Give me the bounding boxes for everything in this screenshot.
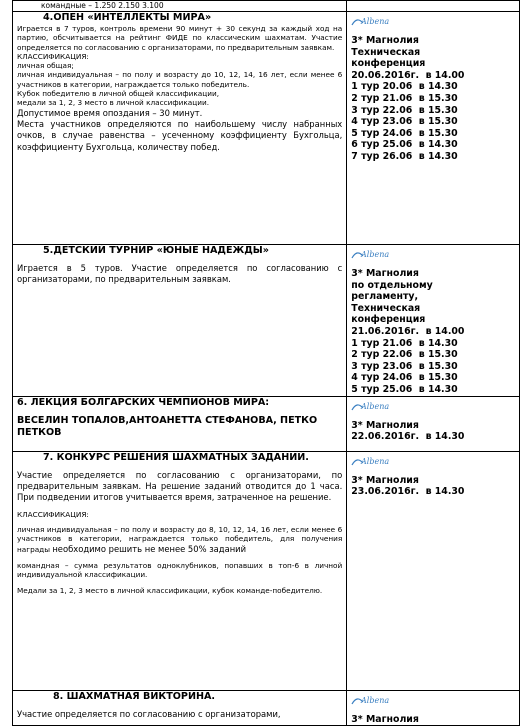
section4-late-time: Допустимое время опоздания – 30 минут. — [17, 107, 203, 118]
section5-schedule-list — [351, 268, 515, 396]
program-table — [12, 0, 520, 726]
section4-cup: Кубок победителю в личной общей классификации, — [17, 89, 220, 99]
section4-rules: Играется в 7 туров, контроль времени 90 минут + 30 секунд за каждый ход на партию, обсчитывается на рейтинг ФИДЕ по классическим шахматам. Участие определяется по согласованию с организаторами, по предварительным заявкам. — [17, 24, 343, 52]
schedule-line: 5 тур 24.06 в 15.30 — [351, 127, 458, 139]
svg-text:Albena: Albena — [361, 401, 390, 411]
albena-logo — [351, 245, 515, 264]
schedule-line: 1 тур 20.06 в 14.30 — [351, 81, 458, 93]
team-scores-line: командные – 1.250 2.150 3.100 — [41, 1, 164, 10]
schedule-line: 3 тур 23.06 в 15.30 — [351, 360, 458, 372]
schedule-line: регламенту, — [351, 291, 419, 303]
albena-logo-icon — [351, 248, 403, 260]
svg-text:Albena: Albena — [361, 695, 390, 705]
section8-description — [13, 690, 347, 726]
section4-medals: медали за 1, 2, 3 место в личной классификации. — [17, 98, 210, 108]
section7-title: 7. КОНКУРС РЕШЕНИЯ ШАХМАТНЫХ ЗАДАНИЙ. — [43, 451, 309, 463]
section6-title: 6. ЛЕКЦИЯ БОЛГАРСКИХ ЧЕМПИОНОВ МИРА: — [17, 396, 270, 408]
table-row-top — [13, 1, 520, 12]
section5-description — [13, 245, 347, 397]
albena-logo — [351, 452, 515, 471]
albena-logo — [351, 691, 515, 710]
section7-schedule — [347, 451, 520, 690]
section5-schedule — [347, 245, 520, 397]
section4-class-individual: личная индивидуальная – по полу и возрасту до 10, 12, 14, 16 лет, если менее 6 участников в категории, награждается только победитель. — [17, 70, 343, 89]
section7-class-individual: личная индивидуальная – по полу и возрасту до 8, 10, 12, 14, 16 лет, если менее 6 участников в категории, награждается только победитель, для получения награды необходимо решить не менее 50% заданий — [17, 525, 343, 554]
table-row — [13, 451, 520, 690]
section7-class-team: командная – сумма результатов одноклубников, попавших в топ-6 в личной индивидуальной классификации. — [17, 561, 343, 580]
section4-description — [13, 12, 347, 245]
section7-description — [13, 451, 347, 690]
table-row — [13, 396, 520, 451]
section8-rules: Участие определяется по согласованию с организаторами, — [17, 708, 281, 719]
schedule-line: 3* Магнолия — [351, 713, 419, 725]
svg-text:Albena: Albena — [361, 17, 390, 26]
schedule-line: 4 тур 23.06 в 15.30 — [351, 116, 458, 128]
section6-schedule — [347, 396, 520, 451]
section7-schedule-list — [351, 475, 515, 498]
schedule-line: 3* Магнолия — [351, 268, 419, 279]
document-page — [12, 0, 520, 725]
section4-class-general: личная общая; — [17, 61, 74, 71]
albena-logo — [351, 12, 515, 31]
schedule-line: 4 тур 24.06 в 15.30 — [351, 372, 458, 384]
albena-logo-icon — [351, 694, 403, 706]
albena-logo — [351, 397, 515, 416]
schedule-line: конференция — [351, 58, 426, 70]
albena-logo-icon — [351, 15, 403, 27]
schedule-line: 3* Магнолия — [351, 474, 419, 486]
section6-lecturers: ВЕСЕЛИН ТОПАЛОВ,АНТОАНЕТТА СТЕФАНОВА, ПЕТКО ПЕТКОВ — [17, 414, 318, 438]
section6-schedule-list — [351, 420, 515, 443]
schedule-line: по отдельному — [351, 279, 433, 291]
schedule-line: 20.06.2016г. в 14.00 — [351, 69, 465, 81]
schedule-line: 1 тур 21.06 в 14.30 — [351, 337, 458, 349]
schedule-line: конференция — [351, 314, 426, 326]
schedule-line: Техническая — [351, 302, 421, 314]
section5-title: 5.ДЕТСКИЙ ТУРНИР «ЮНЫЕ НАДЕЖДЫ» — [43, 245, 269, 256]
albena-logo-icon — [351, 455, 403, 467]
table-row — [13, 245, 520, 397]
schedule-line: 3 тур 22.06 в 15.30 — [351, 104, 458, 116]
albena-logo-icon — [351, 400, 403, 412]
section4-schedule — [347, 12, 520, 245]
section4-tiebreak: Места участников определяются по наибольшему числу набранных очков, в случае равенства – усеченному коэффициенту Бухгольца, коэффициенту Бухгольца, количеству побед. — [17, 119, 343, 152]
svg-text:Albena: Albena — [361, 250, 390, 259]
section7-rules: Участие определяется по согласованию с организаторами, по предварительным заявкам. На решение заданий отводится до 1 часа. При подведении итогов учитывается время, затраченное на решение. — [17, 469, 343, 503]
schedule-line: 3* Магнолия — [351, 35, 419, 46]
section8-title: 8. ШАХМАТНАЯ ВИКТОРИНА. — [53, 690, 216, 702]
schedule-line: 3* Магнолия — [351, 419, 419, 431]
section7-requirement: необходимо решить не менее 50% заданий — [52, 543, 247, 554]
schedule-line: Техническая — [351, 46, 421, 58]
table-row — [13, 690, 520, 726]
schedule-line: 22.06.2016г. в 14.30 — [351, 431, 465, 443]
section5-rules: Играется в 5 туров. Участие определяется по согласованию с организаторами, по предварительным заявкам. — [17, 263, 343, 285]
section8-schedule-list — [351, 714, 515, 726]
schedule-line: 21.06.2016г. в 14.00 — [351, 325, 465, 337]
section4-class-label: КЛАССИФИКАЦИЯ: — [17, 51, 89, 61]
table-row — [13, 12, 520, 245]
section6-description — [13, 396, 347, 451]
schedule-line: 6 тур 25.06 в 14.30 — [351, 139, 458, 151]
section4-schedule-list — [351, 35, 515, 163]
schedule-line: 2 тур 22.06 в 15.30 — [351, 349, 458, 361]
section8-schedule — [347, 690, 520, 726]
svg-text:Albena: Albena — [361, 456, 390, 466]
section7-medals: Медали за 1, 2, 3 место в личной классификации, кубок команде-победителю. — [17, 585, 323, 595]
section7-class-label: КЛАССИФИКАЦИЯ: — [17, 509, 89, 519]
schedule-line: 2 тур 21.06 в 15.30 — [351, 92, 458, 104]
schedule-line: 7 тур 26.06 в 14.30 — [351, 150, 458, 162]
schedule-line: 23.06.2016г. в 14.30 — [351, 486, 465, 498]
section4-title: 4.ОПЕН «ИНТЕЛЛЕКТЫ МИРА» — [43, 12, 212, 23]
schedule-line: 5 тур 25.06 в 14.30 — [351, 383, 458, 395]
